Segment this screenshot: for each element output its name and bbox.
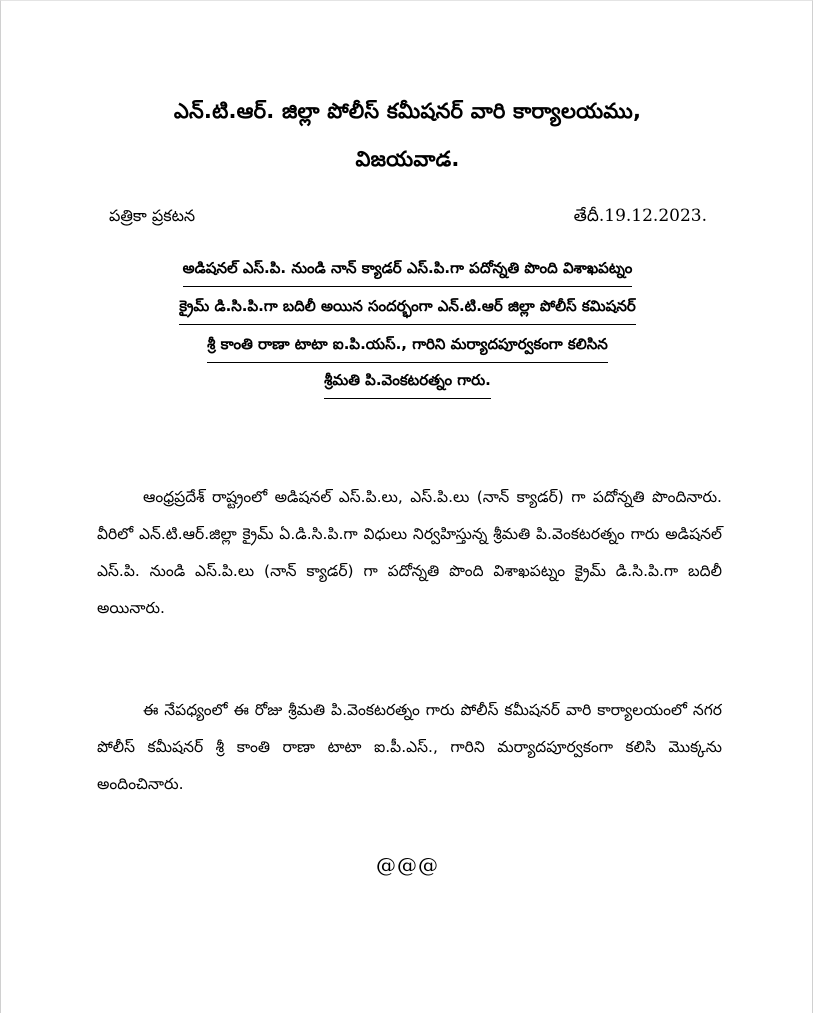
subject-line-2-text: క్రైమ్ డి.సి.పి.గా బదిలీ అయిన సందర్భంగా ఎన్.టి.ఆర్ జిల్లా పోలీస్ కమిషనర్ (179, 297, 636, 325)
closing-mark: @@@ (376, 853, 439, 877)
subject-line-1 (1, 259, 813, 287)
subject-line-1-text: అడిషనల్ ఎస్.పి. నుండి నాన్ క్యాడర్ ఎస్.పి.గా పదోన్నతి పొంది విశాఖపట్నం (183, 259, 633, 287)
office-title: ఎన్.టి.ఆర్. జిల్లా పోలీస్ కమీషనర్ వారి కార్యాలయము, (173, 99, 642, 123)
body-paragraph-1: ఆంధ్రప్రదేశ్ రాష్ట్రంలో అడిషనల్ ఎస్.పి.లు, ఎస్.పి.లు (నాన్ క్యాడర్) గా పదోన్నతి పొందినారు. వీరిలో ఎన్.టి.ఆర్.జిల్లా క్రైమ్ ఏ.డి.సి.పి.గా విధులు నిర్వహిస్తున్న శ్రీమతి పి.వెంకటరత్నం గారు అడిషనల్ ఎస్.పి. నుండి ఎస్.పి.లు (నాన్ క్యాడర్) గా పదోన్నతి పొంది విశాఖపట్నం క్రైమ్ డి.సి.పి.గా బదిలీ అయినారు. (97, 487, 722, 617)
subject-line-3-text: శ్రీ కాంతి రాణా టాటా ఐ.పి.యస్., గారిని మర్యాదపూర్వకంగా కలిసిన (207, 335, 608, 363)
subject-line-4-text: శ్రీమతి పి.వెంకటరత్నం గారు. (324, 371, 491, 399)
subject-line-2 (1, 297, 813, 325)
subject-line-3 (1, 335, 813, 363)
body-paragraph-2: ఈ నేపధ్యంలో ఈ రోజు శ్రీమతి పి.వెంకటరత్నం గారు పోలీస్ కమీషనర్ వారి కార్యాలయంలో నగర పోలీస్ కమీషనర్ శ్రీ కాంతి రాణా టాటా ఐ.పీ.ఎస్., గారిని మర్యాదపూర్వకంగా కలిసి మొక్కను అందించినారు. (97, 700, 722, 793)
subject-line-4 (1, 371, 813, 399)
release-date: తేదీ.19.12.2023. (573, 206, 707, 226)
office-city: విజయవాడ. (355, 147, 460, 171)
press-release-label: పత్రికా ప్రకటన (109, 206, 196, 225)
